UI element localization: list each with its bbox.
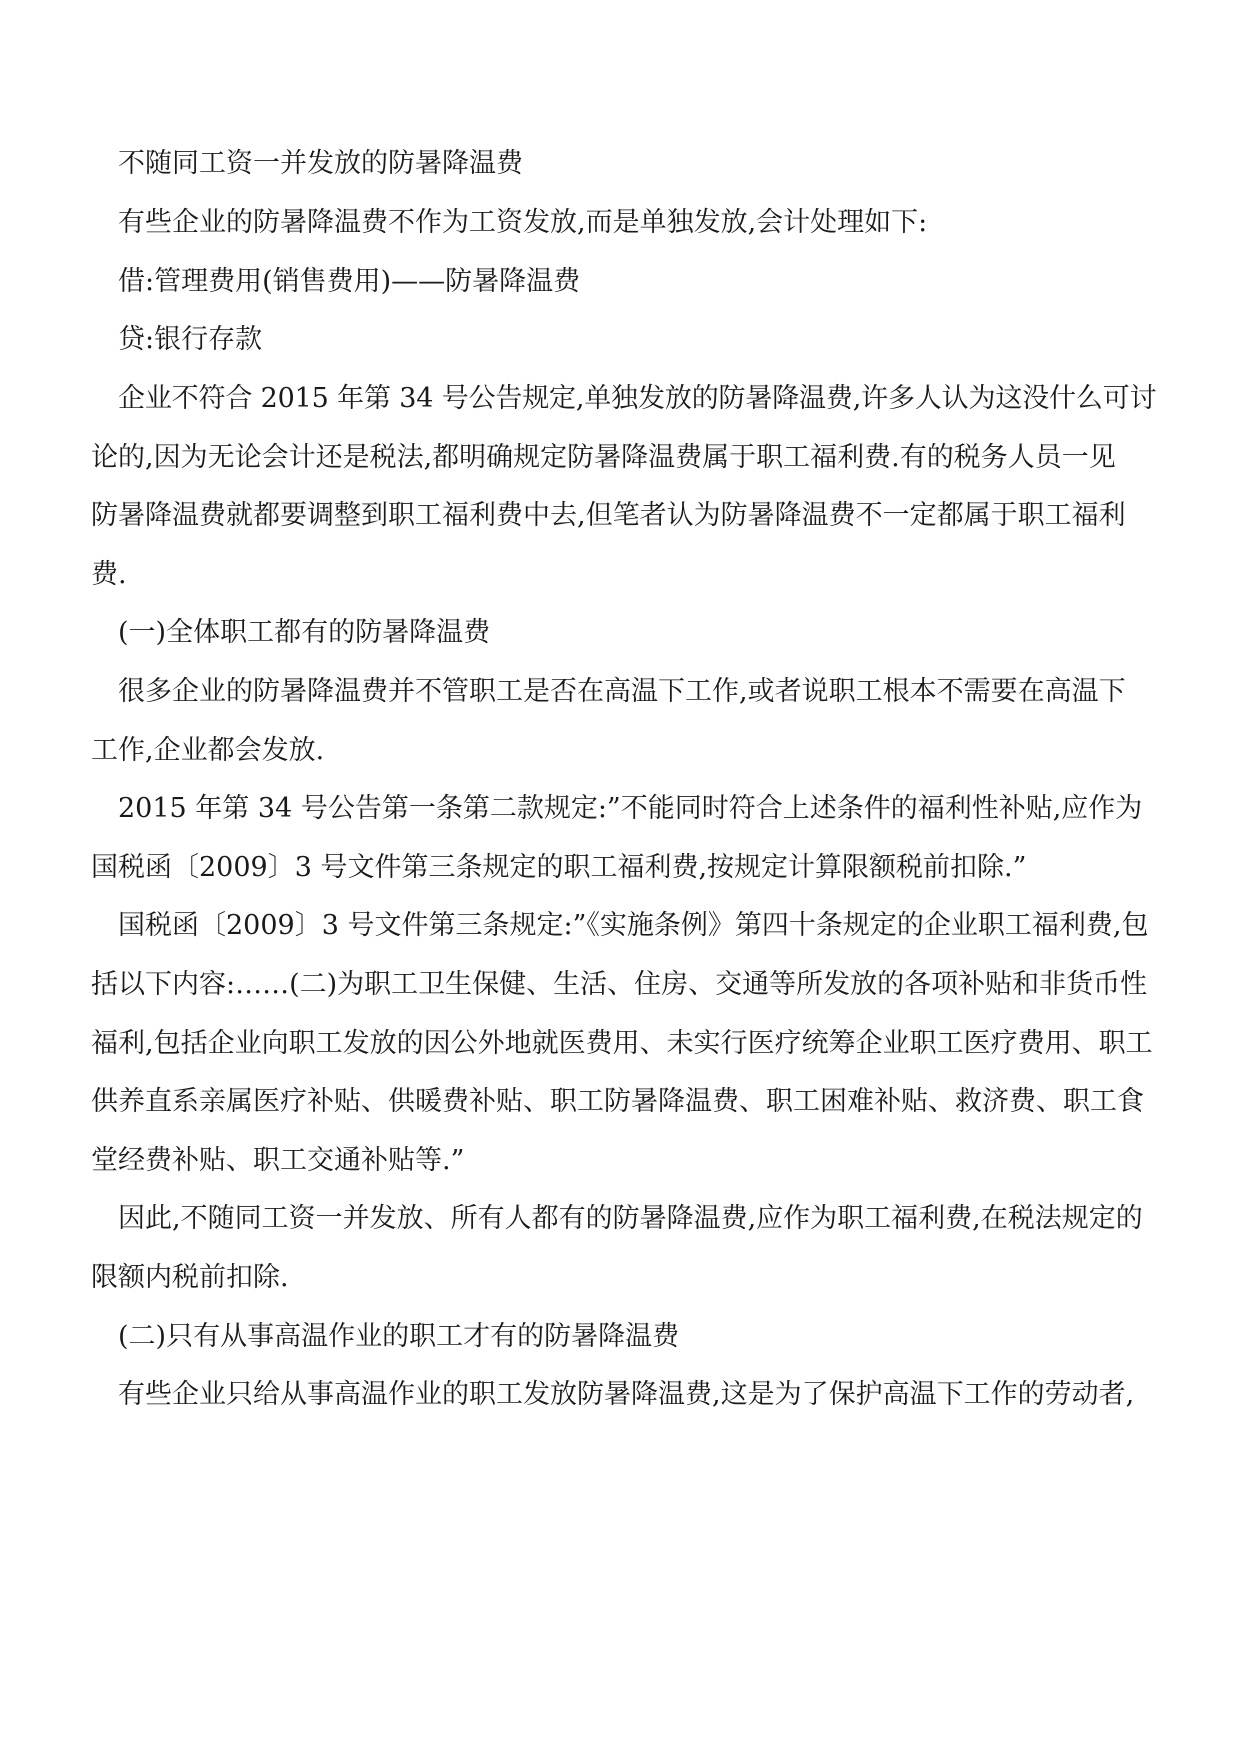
paragraph-line: 国税函〔2009〕3 号文件第三条规定:”《实施条例》第四十条规定的企业职工福利费,包 bbox=[118, 910, 1149, 941]
paragraph-line: 很多企业的防暑降温费并不管职工是否在高温下工作,或者说职工根本不需要在高温下 bbox=[118, 676, 1126, 707]
journal-entry-debit: 借:管理费用(销售费用)——防暑降温费 bbox=[118, 266, 581, 297]
paragraph-line: 限额内税前扣除. bbox=[91, 1262, 289, 1293]
section-heading: (一)全体职工都有的防暑降温费 bbox=[118, 617, 491, 648]
journal-entry-credit: 贷:银行存款 bbox=[118, 324, 263, 355]
paragraph-line: 福利,包括企业向职工发放的因公外地就医费用、未实行医疗统筹企业职工医疗费用、职工 bbox=[91, 1028, 1153, 1059]
paragraph-line: 有些企业的防暑降温费不作为工资发放,而是单独发放,会计处理如下: bbox=[118, 207, 928, 238]
paragraph-line: 因此,不随同工资一并发放、所有人都有的防暑降温费,应作为职工福利费,在税法规定的 bbox=[118, 1203, 1143, 1234]
paragraph-line: 有些企业只给从事高温作业的职工发放防暑降温费,这是为了保护高温下工作的劳动者, bbox=[118, 1379, 1135, 1410]
paragraph-line: 堂经费补贴、职工交通补贴等.” bbox=[91, 1145, 465, 1176]
paragraph-line: 2015 年第 34 号公告第一条第二款规定:”不能同时符合上述条件的福利性补贴,应作为 bbox=[118, 793, 1143, 824]
section-heading: (二)只有从事高温作业的职工才有的防暑降温费 bbox=[118, 1321, 680, 1352]
paragraph-line: 供养直系亲属医疗补贴、供暖费补贴、职工防暑降温费、职工困难补贴、救济费、职工食 bbox=[91, 1086, 1144, 1117]
paragraph-line: 工作,企业都会发放. bbox=[91, 735, 325, 766]
paragraph-line: 企业不符合 2015 年第 34 号公告规定,单独发放的防暑降温费,许多人认为这没什么可讨 bbox=[118, 383, 1157, 414]
paragraph-line: 费. bbox=[91, 559, 127, 590]
paragraph-line: 国税函〔2009〕3 号文件第三条规定的职工福利费,按规定计算限额税前扣除.” bbox=[91, 852, 1027, 883]
section-heading: 不随同工资一并发放的防暑降温费 bbox=[118, 148, 523, 179]
paragraph-line: 防暑降温费就都要调整到职工福利费中去,但笔者认为防暑降温费不一定都属于职工福利 bbox=[91, 500, 1126, 531]
paragraph-line: 括以下内容:……(二)为职工卫生保健、生活、住房、交通等所发放的各项补贴和非货币性 bbox=[91, 969, 1148, 1000]
paragraph-line: 论的,因为无论会计还是税法,都明确规定防暑降温费属于职工福利费.有的税务人员一见 bbox=[91, 442, 1116, 473]
